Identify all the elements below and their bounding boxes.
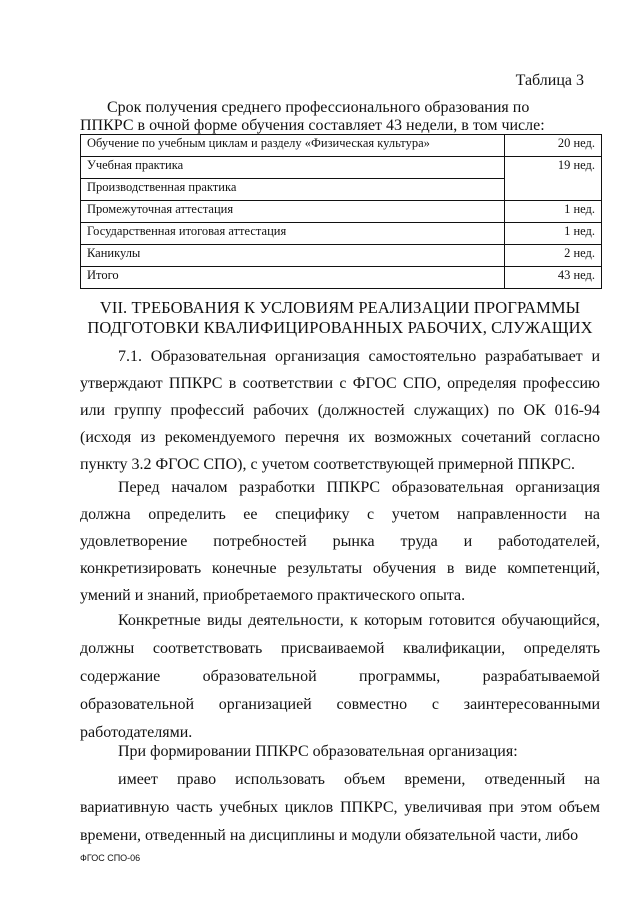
- table-row: [81, 201, 602, 223]
- section-heading: VII. ТРЕБОВАНИЯ К УСЛОВИЯМ РЕАЛИЗАЦИИ ПРОГРАММЫ ПОДГОТОВКИ КВАЛИФИЦИРОВАННЫХ РАБОЧИХ, СЛУЖАЩИХ: [87, 298, 593, 337]
- table-row: [81, 245, 602, 267]
- paragraph-activities: Конкретные виды деятельности, к которым готовится обучающийся, должны соответствовать присваиваемой квалификации, определять содержание образовательной программы, разрабатываемой образовательной организацией совместно с заинтересованными работодателями.: [80, 612, 600, 741]
- table-cell-value: 19 нед.: [505, 157, 602, 201]
- paragraph-specifics: Перед началом разработки ППКРС образовательная организация должна определить ее специфику с учетом направленности на удовлетворение потребностей рынка труда и работодателей, конкретизировать конечные результаты обучения в виде компетенций, умений и знаний, приобретаемого практического опыта.: [80, 479, 600, 604]
- table-cell-label: Государственная итоговая аттестация: [81, 223, 505, 245]
- table-cell-label: Каникулы: [81, 245, 505, 267]
- table-cell-value: 1 нед.: [505, 201, 602, 223]
- table-row: [81, 223, 602, 245]
- paragraph-rights: имеет право использовать объем времени, отведенный на вариативную часть учебных циклов ППКРС, увеличивая при этом объем времени, отведенный на дисциплины и модули обязательной части, либо: [80, 771, 600, 844]
- table-cell-label: Обучение по учебным циклам и разделу «Физическая культура»: [81, 135, 505, 157]
- table-cell-label: Итого: [81, 267, 505, 289]
- table-row: [81, 267, 602, 289]
- table-cell-value: 1 нед.: [505, 223, 602, 245]
- table-cell-label: Учебная практика: [81, 157, 505, 179]
- table-row: [81, 135, 602, 157]
- intro-text: Срок получения среднего профессионального образования по ППКРС в очной форме обучения составляет 43 недели, в том числе:: [80, 99, 545, 134]
- table-cell-label: Производственная практика: [81, 179, 505, 201]
- table-row: [81, 157, 602, 179]
- table-cell-value: 2 нед.: [505, 245, 602, 267]
- paragraph-7-1: 7.1. Образовательная организация самостоятельно разрабатывает и утверждают ППКРС в соответствии с ФГОС СПО, определяя профессию или группу профессий рабочих (должностей служащих) по ОК 016-94 (исходя из рекомендуемого перечня их возможных сочетаний согласно пункту 3.2 ФГОС СПО), с учетом соответствующей примерной ППКРС.: [80, 348, 600, 473]
- page-footer: ФГОС СПО-06: [80, 853, 141, 863]
- table-label: Таблица 3: [515, 72, 584, 89]
- duration-table: [80, 134, 602, 289]
- table-cell-value: 43 нед.: [505, 267, 602, 289]
- paragraph-forming: При формировании ППКРС образовательная организация:: [118, 743, 518, 760]
- table-cell-value: 20 нед.: [505, 135, 602, 157]
- table-cell-label: Промежуточная аттестация: [81, 201, 505, 223]
